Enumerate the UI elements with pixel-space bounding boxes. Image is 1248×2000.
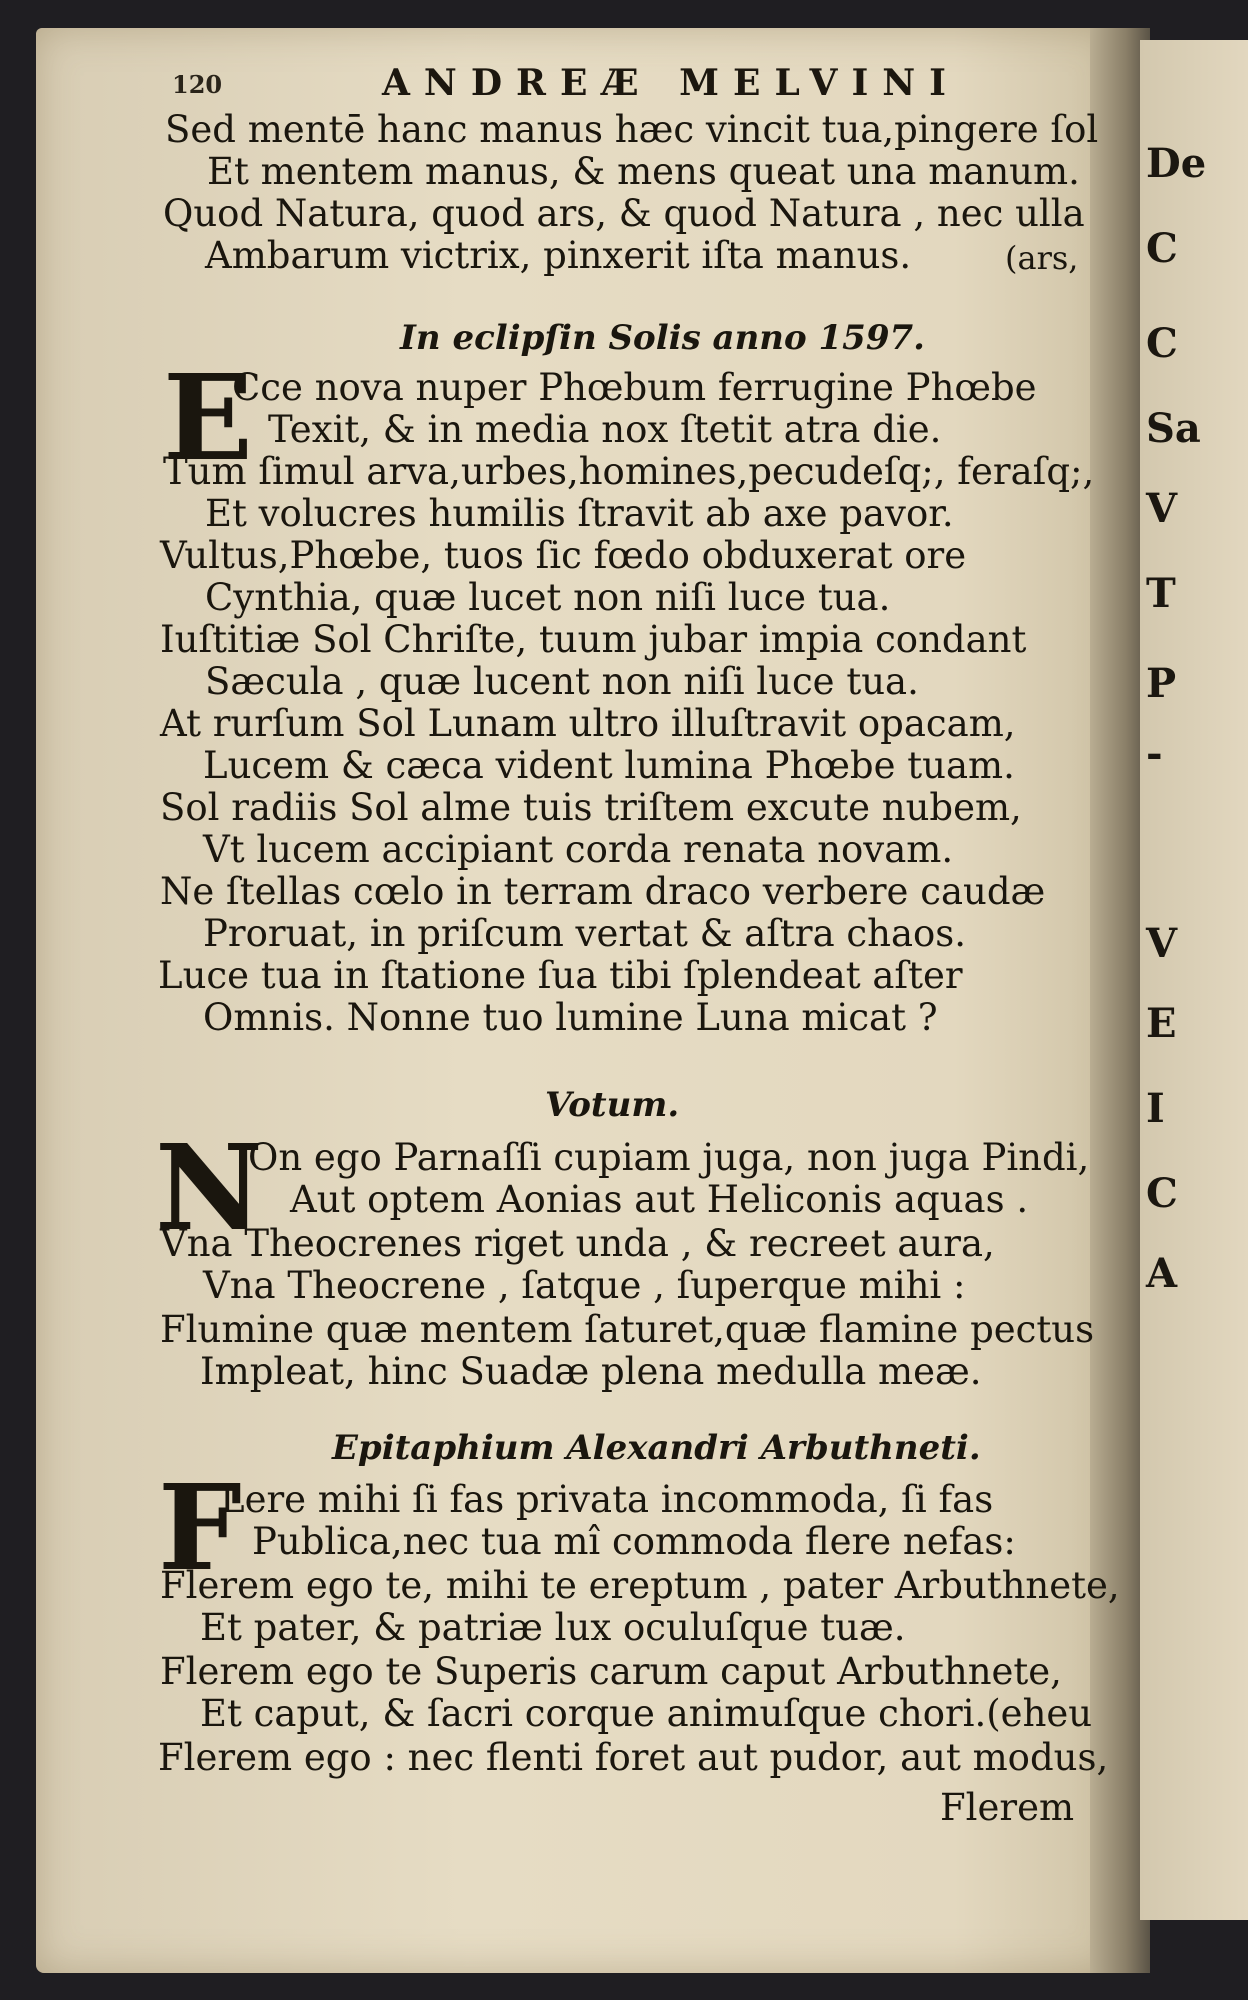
text-line-overflow: (ars, — [1005, 239, 1079, 277]
text-line: Lucem & cæca vident lumina Phœbe tuam. — [203, 744, 1015, 787]
text-line: Vultus,Phœbe, tuos ſic fœdo obduxerat ore — [160, 534, 967, 577]
text-line: Iuſtitiæ Sol Chriſte, tuum jubar impia condant — [160, 618, 1027, 661]
facing-page-letter: A — [1146, 1250, 1178, 1297]
text-line: Et pater, & patriæ lux oculuſque tuæ. — [200, 1606, 906, 1649]
text-line: Tum ſimul arva,urbes,homines,pecudeſq;, feraſq;, — [163, 450, 1095, 493]
text-line: Flumine quæ mentem ſaturet,quæ flamine pectus — [160, 1308, 1095, 1351]
facing-page-letter: I — [1146, 1085, 1165, 1132]
facing-page-letter: V — [1146, 920, 1178, 967]
poem-title: Votum. — [545, 1085, 680, 1125]
text-line: Sed mentē hanc manus hæc vincit tua,pingere ſol — [165, 108, 1099, 151]
text-line: Et mentem manus, & mens queat una manum. — [207, 150, 1080, 193]
facing-page-letter: E — [1146, 1000, 1177, 1047]
text-line: Ambarum victrix, pinxerit iſta manus. — [205, 234, 912, 277]
page-number: 120 — [172, 70, 223, 99]
facing-page-letter: C — [1146, 225, 1178, 272]
text-line: Et volucres humilis ſtravit ab axe pavor. — [205, 492, 954, 535]
text-line: Impleat, hinc Suadæ plena medulla meæ. — [200, 1350, 982, 1393]
facing-page-letter: C — [1146, 1170, 1178, 1217]
facing-page-edge — [1140, 40, 1248, 1920]
text-line: Quod Natura, quod ars, & quod Natura , nec ulla — [163, 192, 1085, 235]
poem-title: Epitaphium Alexandri Arbuthneti. — [332, 1428, 981, 1468]
text-line: Proruat, in priſcum vertat & aſtra chaos. — [203, 912, 967, 955]
text-line: Flerem ego : nec flenti foret aut pudor, aut modus, — [158, 1736, 1109, 1779]
text-line: Vna Theocrenes riget unda , & recreet aura, — [160, 1222, 995, 1265]
facing-page-letter: Sa — [1146, 405, 1201, 452]
text-line: Flerem ego te Superis carum caput Arbuthnete, — [160, 1650, 1062, 1693]
text-line: Ne ſtellas cœlo in terram draco verbere caudæ — [160, 870, 1046, 913]
poem-title: In eclipſin Solis anno 1597. — [400, 318, 925, 358]
facing-page-letter: De — [1146, 140, 1207, 187]
text-line: Luce tua in ſtatione ſua tibi ſplendeat aſter — [158, 954, 963, 997]
catchword: Flerem — [940, 1786, 1075, 1829]
text-line: Flerem ego te, mihi te ereptum , pater Arbuthnete, — [160, 1564, 1120, 1607]
text-line: Cce nova nuper Phœbum ferrugine Phœbe — [232, 366, 1037, 409]
drop-cap: E — [163, 348, 253, 487]
facing-page-letter: C — [1146, 320, 1178, 367]
text-line: Vt lucem accipiant corda renata novam. — [203, 828, 954, 871]
drop-cap: N — [155, 1118, 263, 1257]
text-line: On ego Parnaſſi cupiam juga, non juga Pindi, — [248, 1136, 1090, 1179]
facing-page-letter: P — [1146, 660, 1177, 707]
text-line: Omnis. Nonne tuo lumine Luna micat ? — [203, 996, 938, 1039]
text-line: Sæcula , quæ lucent non niſi luce tua. — [205, 660, 919, 703]
text-line: Aut optem Aonias aut Heliconis aquas . — [290, 1178, 1029, 1221]
text-line: Sol radiis Sol alme tuis triſtem excute nubem, — [160, 786, 1022, 829]
text-line: At rurſum Sol Lunam ultro illuſtravit opacam, — [160, 702, 1016, 745]
text-line: Lere mihi ſi fas privata incommoda, ſi fas — [220, 1478, 994, 1521]
drop-cap: F — [158, 1458, 242, 1597]
text-line: Texit, & in media nox ſtetit atra die. — [268, 408, 942, 451]
facing-page-letter: - — [1146, 730, 1163, 777]
text-line: Et caput, & ſacri corque animuſque chori.(eheu — [200, 1692, 1093, 1735]
facing-page-letter: T — [1146, 570, 1176, 617]
text-line: Publica,nec tua mî commoda flere nefas: — [252, 1520, 1016, 1563]
running-head: ANDREÆ MELVINI — [382, 62, 961, 104]
facing-page-letter: V — [1146, 485, 1178, 532]
text-line: Cynthia, quæ lucet non niſi luce tua. — [205, 576, 891, 619]
page-header — [172, 62, 1072, 112]
text-line: Vna Theocrene , ſatque , ſuperque mihi : — [203, 1264, 966, 1307]
